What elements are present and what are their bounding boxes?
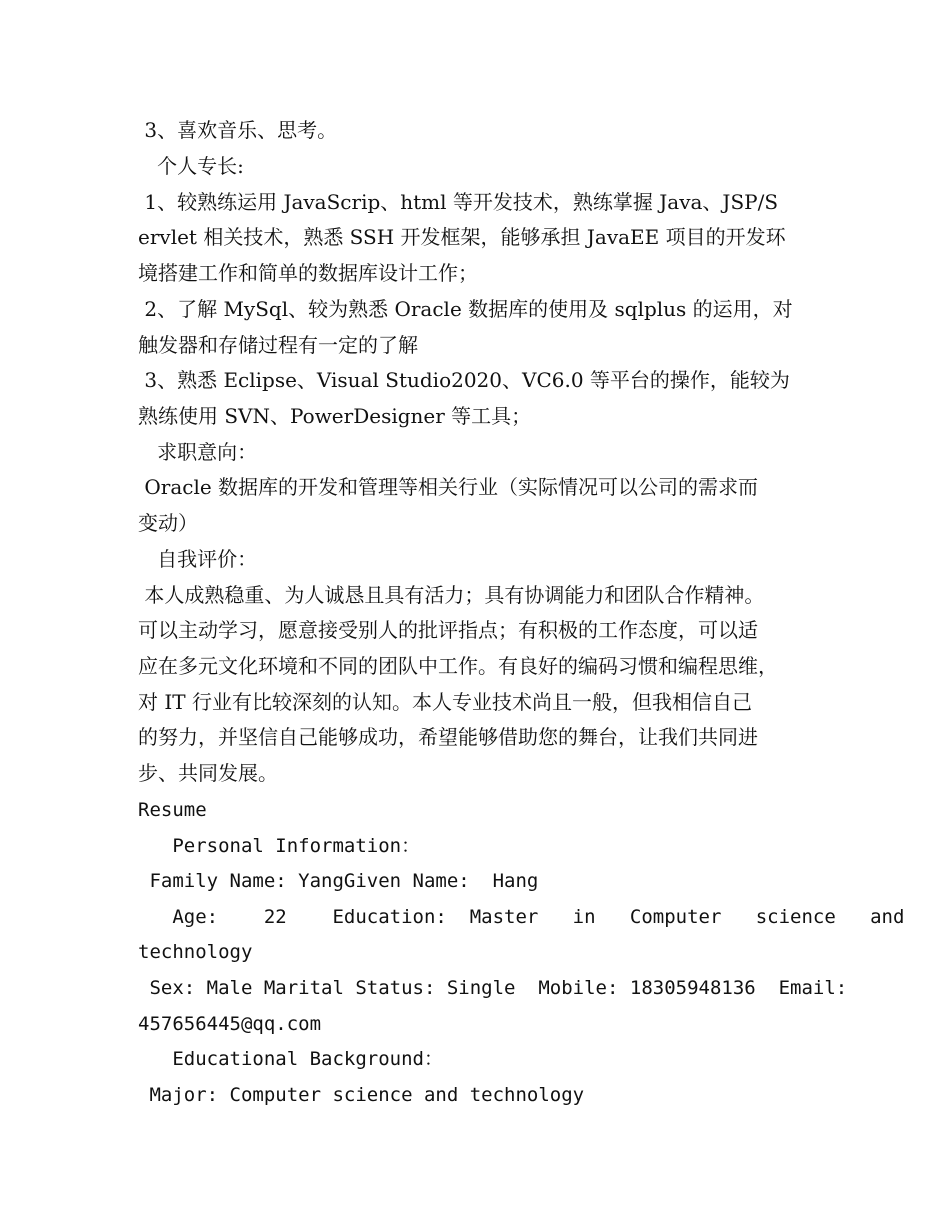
self-evaluation-line-2: 可以主动学习，愿意接受别人的批评指点；有积极的工作态度，可以适 [138, 618, 758, 642]
age-education-line-1: Age: 22 Education: Master in Computer science and [138, 906, 905, 928]
self-evaluation-heading: 自我评价： [138, 547, 258, 571]
educational-background-heading: Educational Background： [138, 1048, 443, 1070]
skills-item-1-line-1: 1、较熟练运用 JavaScrip、html 等开发技术，熟练掌握 Java、JSP/S [138, 190, 779, 214]
skills-item-2-line-1: 2、了解 MySql、较为熟悉 Oracle 数据库的使用及 sqlplus 的运用，对 [138, 297, 793, 321]
self-evaluation-line-1: 本人成熟稳重、为人诚恳且具有活力；具有协调能力和团队合作精神。 [138, 583, 765, 607]
skills-item-1-line-2: ervlet 相关技术，熟悉 SSH 开发框架，能够承担 JavaEE 项目的开发环 [138, 225, 786, 249]
hobby-line: 3、喜欢音乐、思考。 [138, 118, 338, 142]
self-evaluation-line-4: 对 IT 行业有比较深刻的认知。本人专业技术尚且一般，但我相信自己 [138, 690, 752, 714]
self-evaluation-line-3: 应在多元文化环境和不同的团队中工作。有良好的编码习惯和编程思维， [138, 654, 778, 678]
name-line: Family Name: YangGiven Name: Hang [138, 870, 539, 892]
job-intention-line-1: Oracle 数据库的开发和管理等相关行业（实际情况可以公司的需求而 [138, 475, 759, 499]
self-evaluation-line-5: 的努力，并坚信自己能够成功，希望能够借助您的舞台，让我们共同进 [138, 725, 758, 749]
contact-line-1: Sex: Male Marital Status: Single Mobile: 18305948136 Email: [138, 977, 848, 999]
personal-information-heading: Personal Information： [138, 835, 421, 857]
skills-item-1-line-3: 境搭建工作和简单的数据库设计工作； [138, 261, 478, 285]
contact-line-2: 457656445@qq.com [138, 1013, 322, 1035]
age-education-line-2: technology [138, 941, 253, 963]
skills-heading: 个人专长: [138, 154, 244, 178]
skills-item-2-line-2: 触发器和存储过程有一定的了解 [138, 333, 418, 357]
major-line: Major: Computer science and technology [138, 1084, 585, 1106]
job-intention-heading: 求职意向： [138, 440, 258, 464]
resume-title: Resume [138, 799, 207, 821]
skills-item-3-line-2: 熟练使用 SVN、PowerDesigner 等工具； [138, 404, 532, 428]
skills-item-3-line-1: 3、熟悉 Eclipse、Visual Studio2020、VC6.0 等平台的操作，能较为 [138, 368, 790, 392]
job-intention-line-2: 变动） [138, 511, 198, 535]
self-evaluation-line-6: 步、共同发展。 [138, 761, 278, 785]
